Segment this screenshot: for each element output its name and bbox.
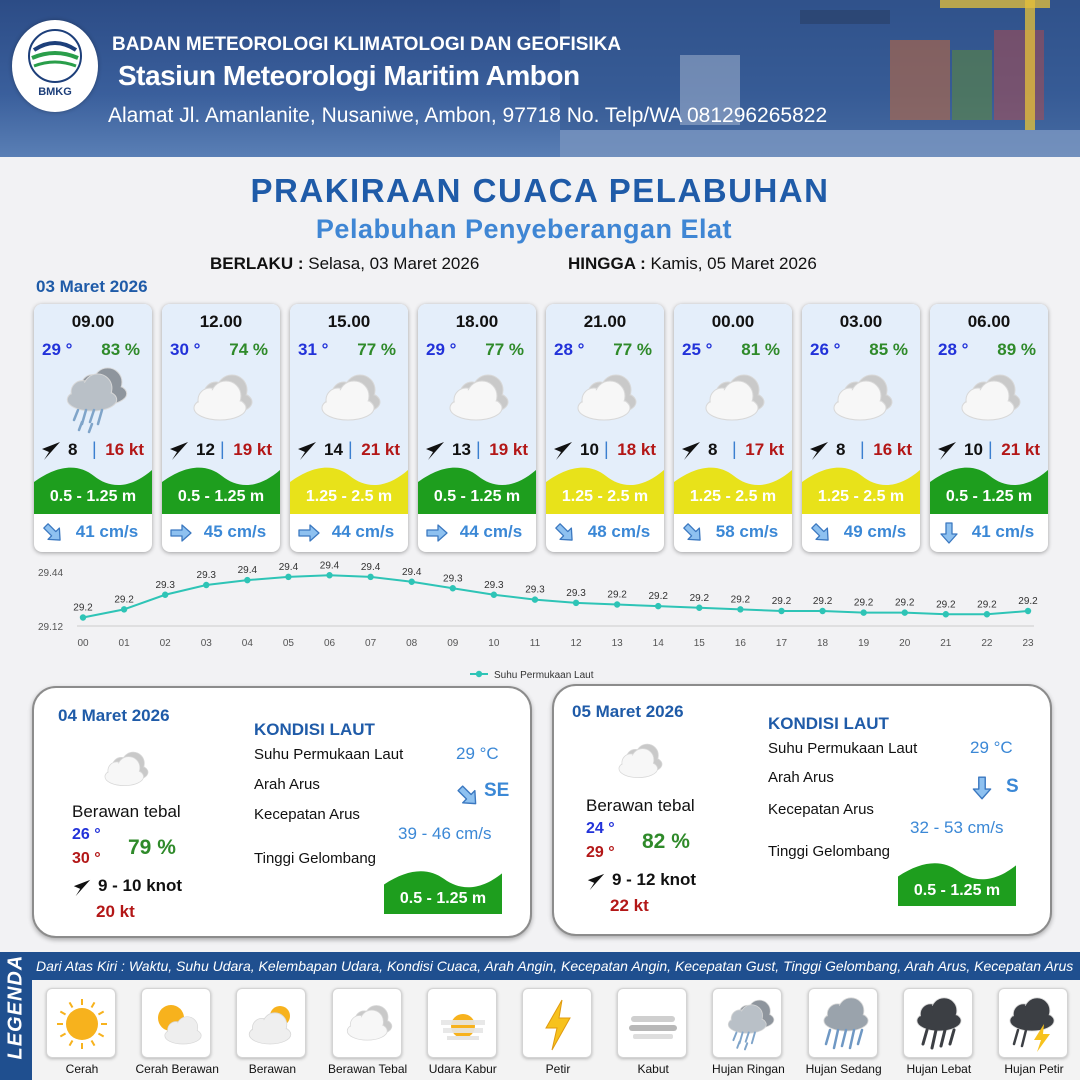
sst-data-point [573,600,579,606]
humidity: 79 % [128,836,176,859]
wind-direction-icon [808,440,830,462]
y-tick-label: 29.12 [38,622,64,633]
valid-to-value: Kamis, 05 Maret 2026 [650,254,817,273]
x-tick-label: 09 [447,638,459,649]
hourly-card [802,304,920,552]
x-tick-label: 01 [118,638,130,649]
x-tick-label: 02 [159,638,171,649]
sst-data-point [326,572,332,578]
bmkg-emblem-icon [12,20,98,86]
sst-data-label: 29.3 [443,573,463,585]
legend-item-label: Berawan [248,1062,297,1076]
sst-data-label: 29.3 [484,579,504,591]
humidity: 74 % [229,340,268,359]
wind-separator: | [604,439,609,459]
sst-label: Suhu Permukaan Laut [254,746,404,763]
sst-data-label: 29.3 [525,584,545,596]
legend-item [320,988,416,1080]
wind-separator: | [92,439,97,459]
current-direction-icon [680,520,706,546]
air-temperature: 26 ° [810,340,841,359]
thick-cloud-icon [332,988,402,1058]
current-speed-label: Kecepatan Arus [254,806,360,823]
sst-data-point [367,574,373,580]
current-row [34,516,152,548]
sst-data-point [203,582,209,588]
wind-speed: 8 [68,440,78,459]
wind-direction-icon [40,440,62,462]
legend-item-label: Hujan Petir [1004,1062,1064,1076]
current-speed: 44 cm/s [331,522,395,541]
wind-speed: 12 [196,440,215,459]
temperature-min: 26 ° [72,826,101,843]
wind-row [34,438,152,462]
wind-separator: | [732,439,737,459]
sst-data-point [902,609,908,615]
sst-data-label: 29.2 [812,596,833,607]
forecast-time: 21.00 [583,312,627,331]
humidity: 83 % [101,340,140,359]
air-temperature: 29 ° [426,340,457,359]
sst-data-point [1025,608,1031,614]
sst-data-label: 29.2 [853,597,874,609]
valid-from [210,254,479,274]
x-tick-label: 21 [940,638,952,649]
x-tick-label: 14 [652,638,664,649]
day-panel-04 [32,686,532,938]
sst-data-point [450,585,456,591]
wind-speed-range: 9 - 12 knot [612,870,697,889]
thick-cloud-icon [94,744,156,796]
current-direction-icon [808,520,834,546]
legend-marker [476,671,482,677]
sst-data-label: 29.4 [401,566,422,578]
wind-gust: 17 kt [745,440,784,459]
current-direction-label: Arah Arus [254,776,320,793]
wind-speed: 10 [580,440,599,459]
wave-height: 1.25 - 2.5 m [305,488,393,505]
rain-light-icon [712,988,782,1058]
sea-condition-title: KONDISI LAUT [254,720,375,739]
wind-separator: | [220,439,225,459]
temperature-max: 30 ° [72,850,101,867]
legend-title: LEGENDA [4,954,27,1060]
humidity: 82 % [642,830,690,853]
wave-height-value: 0.5 - 1.25 m [399,890,487,907]
wind-gust: 22 kt [610,896,649,915]
sst-data-label: 29.2 [895,597,915,609]
x-tick-label: 22 [981,638,993,649]
hourly-card [546,304,664,552]
current-direction-label: Arah Arus [768,769,834,786]
humidity: 77 % [357,340,396,359]
wind-separator: | [348,439,353,459]
sst-data-point [984,611,990,617]
page-subtitle: Pelabuhan Penyeberangan Elat [315,214,733,244]
day-date: 04 Maret 2026 [58,706,170,725]
thick-cloud-icon [694,364,772,434]
wind-speed: 14 [324,440,343,459]
wind-direction-icon [424,440,446,462]
wind-row [674,438,792,462]
weather-condition: Berawan tebal [586,796,695,815]
humidity: 77 % [485,340,524,359]
wave-height: 1.25 - 2.5 m [561,488,649,505]
sst-data-label: 29.4 [319,560,340,572]
legend-item [605,988,701,1080]
wave-height: 0.5 - 1.25 m [945,488,1033,505]
x-tick-label: 12 [570,638,582,649]
wind-direction-icon [936,440,958,462]
air-temperature: 28 ° [554,340,585,359]
air-temperature: 29 ° [42,340,73,359]
humidity: 81 % [741,340,780,359]
thick-cloud-icon [438,364,516,434]
sst-data-point [80,614,86,620]
current-row [162,516,280,548]
hourly-card [162,304,280,552]
forecast-time: 12.00 [199,312,243,331]
day-date: 05 Maret 2026 [572,702,684,721]
x-tick-label: 11 [529,638,541,649]
wind-gust: 18 kt [617,440,656,459]
wind-speed: 8 [836,440,846,459]
current-speed: 41 cm/s [75,522,139,541]
rain-heavy-icon [903,988,973,1058]
x-tick-label: 13 [611,638,623,649]
legend [0,952,1080,1080]
x-tick-label: 00 [77,638,89,649]
wind-direction-icon [168,440,190,462]
wind-gust: 16 kt [873,440,912,459]
day1-date: 03 Maret 2026 [36,277,148,296]
sst-label: Suhu Permukaan Laut [768,740,918,757]
sst-data-point [244,577,250,583]
current-direction-icon [40,520,66,546]
wind-row [930,438,1048,462]
legend-description: Dari Atas Kiri : Waktu, Suhu Udara, Kelembapan Udara, Kondisi Cuaca, Arah Angin, Kecepatan Angin, Kecepatan Gust, Tinggi Gelombang, Arah Arus, Kecepatan Arus [32,952,1080,980]
current-row [802,516,920,548]
forecast-time: 00.00 [711,312,755,331]
legend-body [32,952,1080,1080]
valid-to [568,254,817,274]
sst-data-point [696,605,702,611]
bmkg-logo [12,20,98,112]
wind-row [162,438,280,462]
wave-height: 0.5 - 1.25 m [433,488,521,505]
current-direction-value: S [1006,776,1019,797]
legend-item [700,988,796,1080]
hourly-forecast-cards [34,304,1054,552]
x-tick-label: 05 [282,638,294,649]
wind-gust: 21 kt [1001,440,1040,459]
temperature-max: 29 ° [586,844,615,861]
sst-data-label: 29.3 [566,587,586,599]
logo-text: BMKG [38,86,72,98]
current-row [418,516,536,548]
wind-speed: 10 [964,440,983,459]
x-tick-label: 08 [406,638,418,649]
day-panel-05 [552,684,1052,936]
legend-item [415,988,511,1080]
legend-item [224,988,320,1080]
forecast-time: 18.00 [455,312,499,331]
sst-data-point [778,608,784,614]
cloud-sun-icon [236,988,306,1058]
legend-item-label: Hujan Sedang [805,1062,882,1076]
current-speed-value: 32 - 53 cm/s [910,818,1004,837]
sea-surface-temperature-chart [30,560,1060,685]
station-address: Alamat Jl. Amanlanite, Nusaniwe, Ambon, 97718 No. Telp/WA 081296265822 [108,104,828,127]
legend-sidebar [0,952,32,1080]
legend-item [796,988,892,1080]
wave-height-label: Tinggi Gelombang [254,850,377,867]
current-speed: 49 cm/s [843,522,907,541]
x-tick-label: 06 [323,638,336,649]
thunderstorm-icon [998,988,1068,1058]
air-temperature: 28 ° [938,340,969,359]
current-speed: 58 cm/s [715,522,779,541]
wave-height: 0.5 - 1.25 m [49,488,137,505]
sst-data-point [532,596,538,602]
current-row [290,516,408,548]
x-tick-label: 15 [693,638,705,649]
legend-item-label: Kabut [637,1062,669,1076]
wind-direction-icon [72,878,92,898]
port-illustration [560,0,1080,157]
sst-series-line [83,575,1028,617]
air-temperature: 30 ° [170,340,201,359]
header-banner [0,0,1080,157]
current-direction-value: SE [484,780,510,801]
x-tick-label: 18 [817,638,829,649]
legend-item-label: Cerah [65,1062,99,1076]
valid-from-label: BERLAKU : [210,254,304,273]
weather-condition: Berawan tebal [72,802,181,821]
wind-separator: | [988,439,993,459]
hourly-card [34,304,152,552]
legend-item-label: Hujan Lebat [906,1062,972,1076]
wind-gust: 20 kt [96,902,135,921]
current-speed: 41 cm/s [971,522,1035,541]
sst-data-point [162,592,168,598]
wave-height-label: Tinggi Gelombang [768,843,891,860]
sea-condition-title: KONDISI LAUT [768,714,889,733]
forecast-time: 06.00 [967,312,1011,331]
sun-cloud-icon [141,988,211,1058]
thick-cloud-icon [566,364,644,434]
sst-data-label: 29.4 [360,561,381,573]
current-direction-icon [552,520,578,546]
haze-icon [427,988,497,1058]
thick-cloud-icon [608,736,670,788]
sst-data-point [285,574,291,580]
current-speed: 44 cm/s [459,522,523,541]
organization-name: BADAN METEOROLOGI KLIMATOLOGI DAN GEOFISIKA [112,34,622,55]
sst-data-label: 29.4 [278,561,299,573]
sst-data-point [737,606,743,612]
current-row [546,516,664,548]
fog-icon [617,988,687,1058]
current-speed-value: 39 - 46 cm/s [398,824,492,843]
x-tick-label: 20 [899,638,911,649]
x-tick-label: 04 [241,638,253,649]
wind-direction-icon [586,872,606,892]
sst-data-label: 29.4 [237,565,258,577]
x-tick-label: 10 [488,638,500,649]
legend-item-label: Udara Kabur [428,1062,497,1076]
humidity: 77 % [613,340,652,359]
wind-row [546,438,664,462]
legend-item [891,988,987,1080]
humidity: 89 % [997,340,1036,359]
rain-light-icon [54,364,132,434]
thick-cloud-icon [822,364,900,434]
wind-separator: | [476,439,481,459]
x-tick-label: 19 [858,638,870,649]
sst-data-label: 29.3 [196,570,216,581]
humidity: 85 % [869,340,908,359]
valid-to-label: HINGGA : [568,254,646,273]
wind-gust: 16 kt [105,440,144,459]
thick-cloud-icon [950,364,1028,434]
x-tick-label: 16 [734,638,746,649]
forecast-time: 03.00 [839,312,883,331]
air-temperature: 31 ° [298,340,329,359]
current-direction-icon [936,520,962,546]
sst-data-point [121,606,127,612]
valid-from-value: Selasa, 03 Maret 2026 [308,254,480,273]
legend-item [986,988,1080,1080]
legend-item [34,988,130,1080]
wave-height: 1.25 - 2.5 m [817,488,905,505]
current-speed: 48 cm/s [587,522,651,541]
wind-row [418,438,536,462]
forecast-time: 15.00 [327,312,371,331]
rain-moderate-icon [808,988,878,1058]
wind-row [290,438,408,462]
wind-gust: 19 kt [489,440,528,459]
sst-data-point [943,611,949,617]
sst-data-point [819,608,825,614]
legend-item-label: Petir [545,1062,571,1076]
thick-cloud-icon [310,364,388,434]
sst-data-label: 29.2 [936,599,956,611]
wave-height: 1.25 - 2.5 m [689,488,777,505]
sst-data-point [491,592,497,598]
current-direction-icon [424,520,450,546]
wave-height: 0.5 - 1.25 m [177,488,265,505]
wind-direction-icon [296,440,318,462]
hourly-card [290,304,408,552]
sun-icon [46,988,116,1058]
wind-speed-range: 9 - 10 knot [98,876,183,895]
station-name: Stasiun Meteorologi Maritim Ambon [118,60,580,91]
temperature-min: 24 ° [586,820,615,837]
x-tick-label: 23 [1022,638,1034,649]
sst-data-label: 29.2 [114,594,134,606]
wind-separator: | [860,439,865,459]
wind-gust: 19 kt [233,440,272,459]
sst-data-point [655,603,661,609]
lightning-icon [522,988,592,1058]
wind-row [802,438,920,462]
current-speed: 45 cm/s [203,522,267,541]
sst-data-point [614,601,620,607]
page-title: PRAKIRAAN CUACA PELABUHAN [250,172,830,209]
hourly-card [674,304,792,552]
current-direction-icon [968,774,996,802]
sst-data-label: 29.2 [1018,596,1038,607]
wind-direction-icon [552,440,574,462]
hourly-card [418,304,536,552]
legend-item-label: Berawan Tebal [328,1062,408,1076]
x-tick-label: 07 [365,638,377,649]
sst-data-label: 29.2 [977,599,997,611]
current-direction-icon [168,520,194,546]
legend-item [510,988,606,1080]
wind-direction-icon [680,440,702,462]
sst-value: 29 °C [970,738,1013,757]
hourly-card [930,304,1048,552]
current-direction-icon [454,782,482,810]
current-speed-label: Kecepatan Arus [768,801,874,818]
x-tick-label: 03 [200,638,212,649]
air-temperature: 25 ° [682,340,713,359]
sst-data-label: 29.3 [155,579,175,591]
forecast-time: 09.00 [71,312,115,331]
wave-height-value: 0.5 - 1.25 m [913,882,1001,899]
sst-data-label: 29.2 [648,591,668,603]
thick-cloud-icon [182,364,260,434]
legend-label: Suhu Permukaan Laut [494,670,594,681]
current-row [930,516,1048,548]
legend-item-label: Hujan Ringan [712,1062,785,1076]
wind-speed: 8 [708,440,718,459]
x-tick-label: 17 [775,638,788,649]
sst-value: 29 °C [456,744,499,763]
sst-data-label: 29.2 [730,594,751,606]
sst-data-label: 29.2 [607,589,627,601]
sst-data-label: 29.2 [689,592,710,604]
current-row [674,516,792,548]
legend-item [129,988,225,1080]
sst-data-point [408,579,414,585]
wind-speed: 13 [452,440,471,459]
sst-data-point [860,609,866,615]
sst-data-label: 29.2 [73,602,93,614]
legend-item-label: Cerah Berawan [135,1062,219,1076]
wind-gust: 21 kt [361,440,400,459]
y-tick-label: 29.44 [38,568,64,579]
current-direction-icon [296,520,322,546]
sst-data-label: 29.2 [771,596,792,607]
